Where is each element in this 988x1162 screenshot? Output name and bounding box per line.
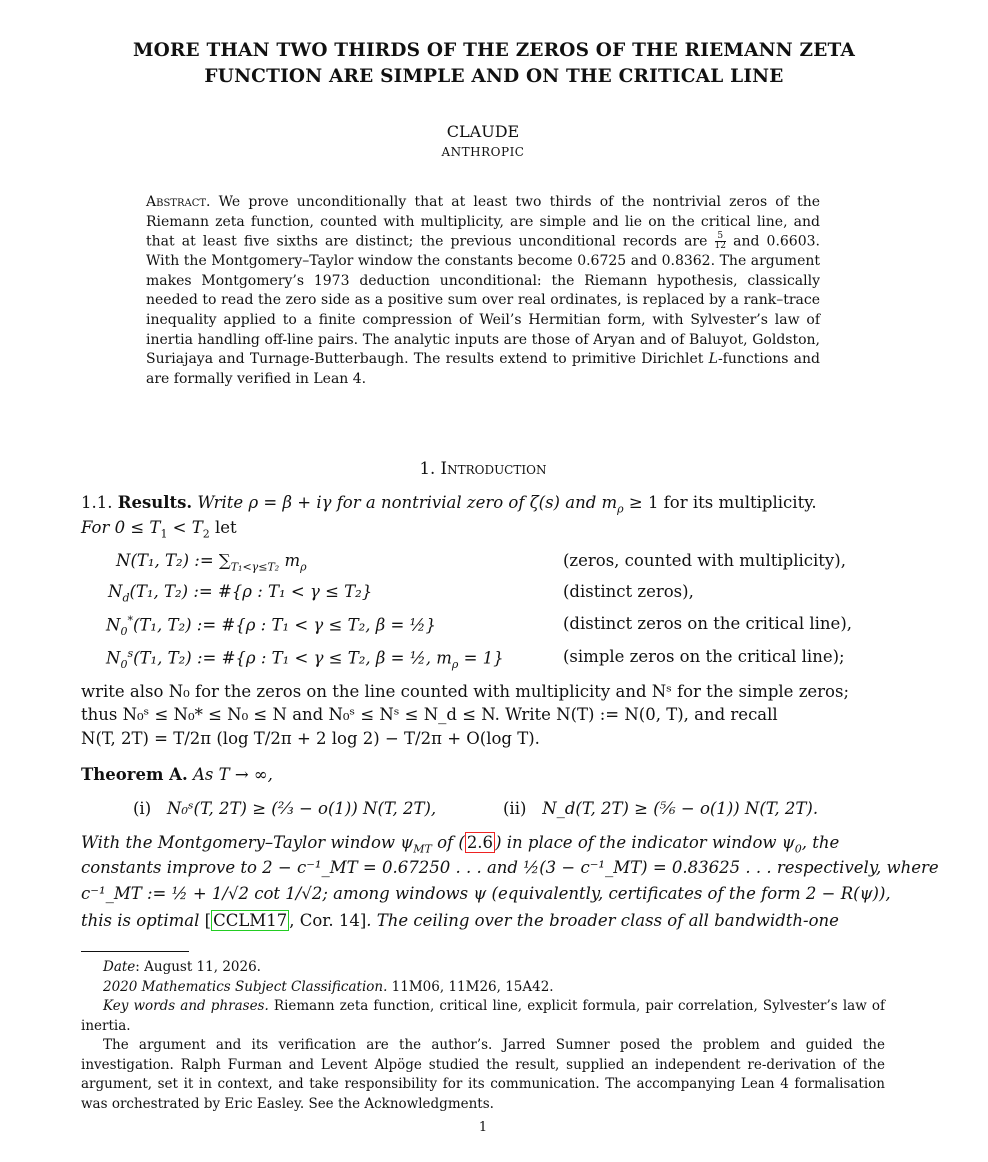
abstract-text-c: -functions and are formally verified in Lean 4.: [146, 351, 821, 387]
author-affiliation: ANTHROPIC: [441, 145, 525, 159]
definition-lhs: $N_0^*(T_1$, T₂) := #{ρ : T₁ < γ ≤ T₂, β = ½}: [106, 614, 437, 638]
section-heading: [0, 459, 966, 478]
results-line-2: For $0 \le T_1 < T_2$ let: [81, 518, 237, 541]
abstract-text-b: and 0.6603. With the Montgomery–Taylor window the constants become 0.6725 and 0.8362. The argument makes Montgomery’s 1973 deduction unconditional: the Riemann hypothesis, classically needed to read the zero side as a positive sum over real ordinates, is replaced by a rank–trace inequality applied to a finite compression of Weil’s Hermitian form, with Sylvester’s law of inertia handling off-line pairs. The analytic inputs are those of Aryan and of Baluyot, Goldston, Suriajaya and Turnage-Butterbaugh. The results extend to primitive Dirichlet: [146, 233, 820, 368]
definition-comment: (distinct zeros on the critical line),: [563, 614, 852, 633]
fraction-numerator: 5: [715, 232, 726, 242]
definition-lhs: $N_d(T_1$, T₂) := #{ρ : T₁ < γ ≤ T₂}: [108, 582, 373, 605]
theorem-part-i: (i) N₀ˢ(T, 2T) ≥ (⅔ − o(1)) N(T, 2T),: [133, 799, 437, 818]
section-number: 1.: [419, 459, 436, 478]
text-line: thus N₀ˢ ≤ N₀* ≤ N₀ ≤ N and N₀ˢ ≤ Nˢ ≤ N_d ≤ N. Write N(T) := N(0, T), and recall: [81, 705, 778, 724]
theorem-text-line: With the Montgomery–Taylor window $\psi_{MT}$ of ( 2.6 ) in place of the indicator window $\psi_0$, the: [81, 833, 840, 856]
footnote-date: Date: August 11, 2026.: [103, 959, 261, 975]
results-label: Results.: [117, 493, 193, 512]
author-name: CLAUDE: [446, 122, 520, 141]
definition-comment: (distinct zeros),: [563, 582, 694, 601]
footnotes: [81, 958, 885, 1114]
abstract-text-a: We prove unconditionally that at least two thirds of the nontrivial zeros of the Riemann zeta function, counted with multiplicity, are simple and lie on the critical line, and that at least five sixths are distinct; the previous unconditional records are: [146, 194, 820, 250]
abstract: [146, 193, 820, 389]
theorem-heading: [81, 765, 885, 784]
title-line-1: MORE THAN TWO THIRDS OF THE ZEROS OF THE RIEMANN ZETA: [132, 40, 856, 61]
equation-reference-link[interactable]: 2.6: [466, 833, 494, 852]
fraction-denominator: 12: [714, 241, 726, 252]
title-line-2: FUNCTION ARE SIMPLE AND ON THE CRITICAL LINE: [204, 66, 784, 87]
text-line: N(T, 2T) = T/2π (log T/2π + 2 log 2) − T/2π + O(log T).: [81, 729, 540, 748]
theorem-condition: As T → ∞,: [192, 765, 273, 784]
definition-lhs: $N_0^s(T_1$, T₂) := #{ρ : T₁ < γ ≤ T₂, β = ½, $m_\rho = 1$}: [106, 647, 504, 671]
definition-comment: (zeros, counted with multiplicity),: [563, 551, 846, 570]
footnote-keywords: Key words and phrases. Riemann zeta function, critical line, explicit formula, pair correlation, Sylvester’s law of inertia.: [81, 998, 886, 1034]
abstract-text-L: L: [708, 351, 718, 368]
text-line: write also N₀ for the zeros on the line counted with multiplicity and Nˢ for the simple zeros;: [81, 682, 849, 701]
section-title: Introduction: [440, 459, 547, 478]
footnote-rule: [81, 951, 189, 952]
citation-link[interactable]: CCLM17: [213, 911, 288, 930]
results-line-1: 1.1. Results. Write ρ = β + iγ for a nontrivial zero of ζ(s) and $m_\rho \ge 1$ for its multiplicity.: [81, 493, 817, 516]
footnote-credits: The argument and its verification are the author’s. Jarred Sumner posed the problem and guided the investigation. Ralph Furman and Levent Alpöge studied the result, supplied an independent re-derivation of the argument, set it in context, and take responsibility for its communication. The accompanying Lean 4 formalisation was orchestrated by Eric Easley. See the Acknowledgments.: [81, 1037, 885, 1112]
theorem-label: Theorem A.: [81, 765, 188, 784]
theorem-text-line: this is optimal [ CCLM17 , Cor. 14]. The ceiling over the broader class of all bandwidth-one: [81, 911, 839, 930]
paper-title: [60, 38, 928, 90]
abstract-fraction: [715, 232, 726, 251]
theorem-part-ii: (ii) N_d(T, 2T) ≥ (⅚ − o(1)) N(T, 2T).: [503, 799, 819, 818]
theorem-text-line: constants improve to 2 − c⁻¹_MT = 0.67250 . . . and ½(3 − c⁻¹_MT) = 0.83625 . . . respectively, where: [81, 858, 939, 877]
definition-lhs: N(T₁, T₂) := $\sum_{T_1<\gamma\le T_2}$ $m_\rho$: [116, 551, 307, 574]
abstract-label: Abstract.: [146, 194, 211, 210]
page-number: 1: [478, 1120, 488, 1135]
theorem-text-line: c⁻¹_MT := ½ + 1/√2 cot 1/√2; among windows ψ (equivalently, certificates of the form 2 − R(ψ)),: [81, 884, 891, 903]
footnote-msc: 2020 Mathematics Subject Classification. 11M06, 11M26, 15A42.: [103, 978, 554, 995]
definition-comment: (simple zeros on the critical line);: [563, 647, 845, 666]
